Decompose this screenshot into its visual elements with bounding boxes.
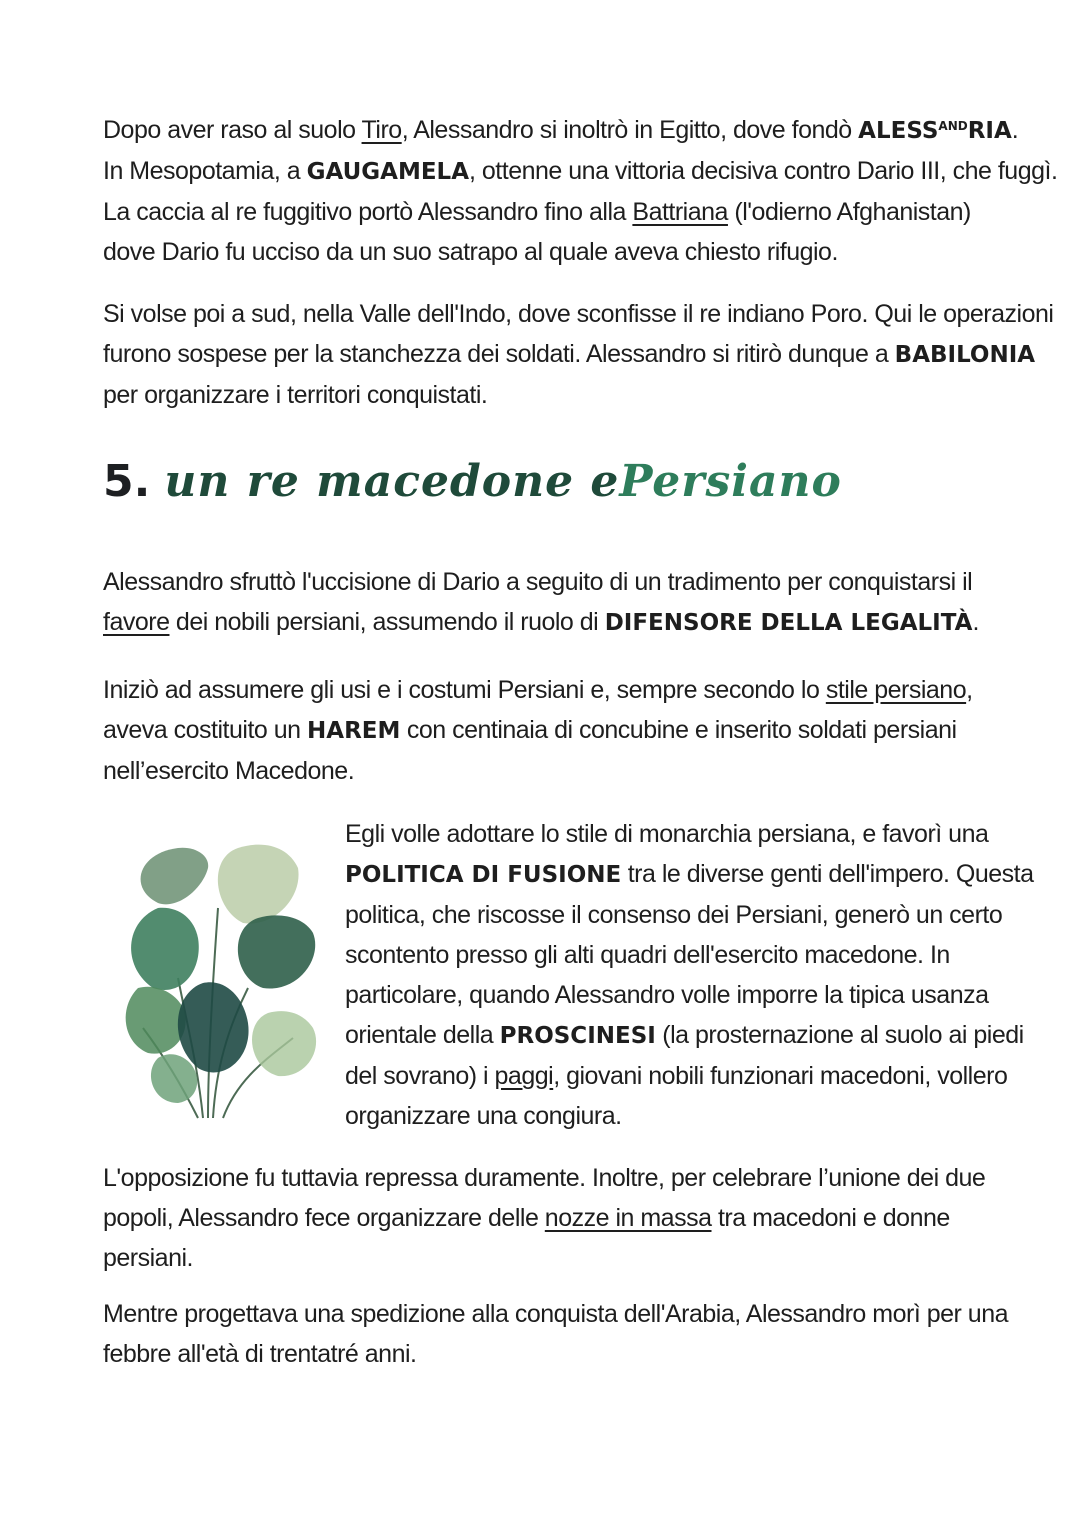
text: ALESS	[858, 118, 939, 144]
text-line	[103, 670, 983, 710]
text: , Alessandro si inoltrò in Egitto, dove fondò	[401, 116, 859, 144]
text-line	[345, 854, 1034, 895]
section-heading	[103, 456, 842, 507]
text-line	[103, 1198, 983, 1238]
section-title	[164, 456, 841, 507]
text: .	[972, 608, 979, 636]
text-line: nell’esercito Macedone.	[103, 757, 355, 785]
text: tra le diverse genti dell'impero. Questa	[621, 860, 1034, 888]
underlined-term: Tiro	[361, 116, 402, 144]
paragraph-death	[103, 1294, 1009, 1374]
leaf-shape	[141, 848, 209, 905]
text: orientale della	[345, 1021, 500, 1049]
underlined-term: nozze in massa	[544, 1204, 712, 1232]
paragraph-favour	[103, 562, 983, 643]
paragraph-customs	[103, 670, 983, 791]
text-line	[103, 602, 983, 643]
bold-term: PROSCINESI	[499, 1023, 656, 1049]
paragraph-india	[103, 294, 1054, 415]
text-line: persiani.	[103, 1244, 193, 1272]
text-line: scontento presso gli alti quadri dell'esercito macedone. In	[345, 941, 950, 969]
text: Dopo aver raso al suolo	[103, 116, 362, 144]
text: .	[1011, 116, 1019, 144]
underlined-term: Battriana	[632, 198, 728, 226]
text-line	[103, 710, 983, 751]
text-line: febbre all'età di trentatré anni.	[103, 1340, 417, 1368]
text-line: per organizzare i territori conquistati.	[103, 381, 488, 409]
bold-term: DIFENSORE DELLA LEGALITÀ	[604, 610, 973, 636]
leaf-shape	[178, 982, 249, 1072]
text: In Mesopotamia, a	[103, 157, 307, 185]
text-line	[103, 334, 1036, 375]
text: RIA	[967, 118, 1012, 144]
bold-term-alessandria	[858, 118, 1012, 144]
section-title-part: Persiano	[619, 456, 842, 507]
monstera-plant-illustration	[118, 828, 328, 1123]
text-line: dove Dario fu ucciso da un suo satrapo al quale aveva chiesto rifugio.	[103, 238, 838, 266]
section-number: 5.	[103, 456, 151, 507]
text: ,	[966, 676, 973, 704]
bold-term: POLITICA DI FUSIONE	[345, 862, 622, 888]
text-line	[345, 1015, 1024, 1056]
text: aveva costituito un	[103, 716, 308, 744]
paragraph-opposition	[103, 1158, 986, 1278]
text: AND	[938, 119, 968, 133]
leaf-shape	[238, 915, 315, 988]
text-line: Egli volle adottare lo stile di monarchia persiana, e favorì una	[345, 820, 989, 848]
text: Iniziò ad assumere gli usi e i costumi Persiani e, sempre secondo lo	[103, 676, 826, 704]
bold-term: HAREM	[307, 718, 401, 744]
text-line: Mentre progettava una spedizione alla conquista dell'Arabia, Alessandro morì per una	[103, 1300, 1009, 1328]
text: , ottenne una vittoria decisiva contro Dario III, che fuggì.	[469, 157, 1058, 185]
leaf-shape	[218, 845, 299, 924]
section-title-part: un re macedone e	[164, 456, 620, 507]
text: con centinaia di concubine e inserito soldati persiani	[400, 716, 957, 744]
text-line	[345, 1056, 1008, 1096]
text-line: politica, che riscosse il consenso dei Persiani, generò un certo	[345, 901, 1003, 929]
text-line	[103, 151, 1058, 192]
leaf-shape	[252, 1011, 316, 1076]
text-line	[103, 192, 983, 232]
text: del sovrano) i	[345, 1062, 495, 1090]
text: (la prosternazione al suolo ai piedi	[655, 1021, 1024, 1049]
bold-term: BABILONIA	[894, 342, 1036, 368]
text: La caccia al re fuggitivo portò Alessandro fino alla	[103, 198, 633, 226]
text: , giovani nobili funzionari macedoni, vollero	[553, 1062, 1008, 1090]
text-line: organizzare una congiura.	[345, 1102, 622, 1130]
text-line	[103, 106, 1019, 151]
text: popoli, Alessandro fece organizzare delle	[103, 1204, 545, 1232]
text-line: particolare, quando Alessandro volle imporre la tipica usanza	[345, 981, 989, 1009]
text-line: L'opposizione fu tuttavia repressa duramente. Inoltre, per celebrare l’unione dei due	[103, 1164, 986, 1192]
paragraph-fusion	[345, 814, 1034, 1136]
leaf-shape	[126, 987, 186, 1054]
paragraph-conquests	[103, 106, 1058, 272]
text-line: Alessandro sfruttò l'uccisione di Dario a seguito di un tradimento per conquistarsi il	[103, 568, 973, 596]
leaf-shape	[151, 1054, 197, 1103]
leaf-shape	[131, 908, 199, 990]
text: (l'odierno Afghanistan)	[727, 198, 971, 226]
underlined-term: paggi	[494, 1062, 554, 1090]
text: tra macedoni e donne	[711, 1204, 950, 1232]
underlined-term: favore	[103, 608, 170, 636]
text-line: Si volse poi a sud, nella Valle dell'Indo, dove sconfisse il re indiano Poro. Qui le operazioni	[103, 300, 1054, 328]
text: furono sospese per la stanchezza dei soldati. Alessandro si ritirò dunque a	[103, 340, 895, 368]
underlined-term: stile persiano	[825, 676, 967, 704]
bold-term: GAUGAMELA	[306, 159, 470, 185]
text: dei nobili persiani, assumendo il ruolo di	[169, 608, 605, 636]
